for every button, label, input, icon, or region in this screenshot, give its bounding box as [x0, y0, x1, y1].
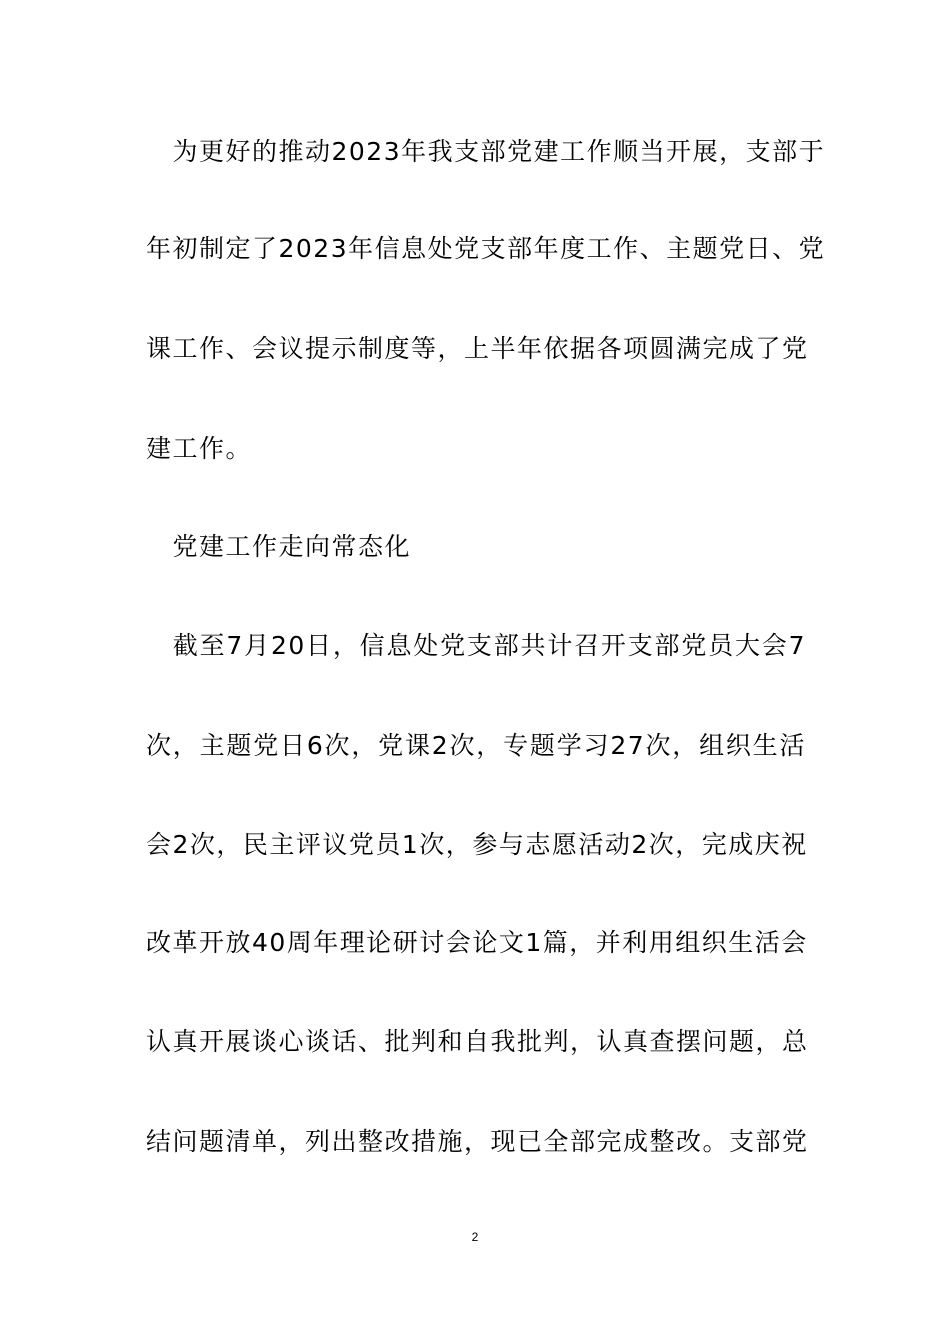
paragraph-1-line-2: 年初制定了2023年信息处党支部年度工作、主题党日、党	[146, 234, 826, 263]
page-number: 2	[471, 1230, 479, 1244]
paragraph-2-line-1: 截至7月20日，信息处党支部共计召开支部党员大会7	[146, 631, 806, 660]
paragraph-2-line-3: 会2次，民主评议党员1次，参与志愿活动2次，完成庆祝	[146, 830, 808, 859]
paragraph-1-line-3: 课工作、会议提示制度等，上半年依据各项圆满完成了党	[146, 334, 809, 363]
section-heading: 党建工作走向常态化	[146, 532, 412, 561]
paragraph-2-line-5: 认真开展谈心谈话、批判和自我批判，认真查摆问题，总	[146, 1027, 809, 1056]
paragraph-1-line-4: 建工作。	[146, 434, 253, 463]
paragraph-2-line-2: 次，主题党日6次，党课2次，专题学习27次，组织生活	[146, 731, 806, 760]
paragraph-2-line-4: 改革开放40周年理论研讨会论文1篇，并利用组织生活会	[146, 928, 808, 957]
paragraph-1-line-1: 为更好的推动2023年我支部党建工作顺当开展，支部于	[146, 137, 826, 166]
paragraph-2-line-6: 结问题清单，列出整改措施，现已全部完成整改。支部党	[146, 1127, 809, 1156]
